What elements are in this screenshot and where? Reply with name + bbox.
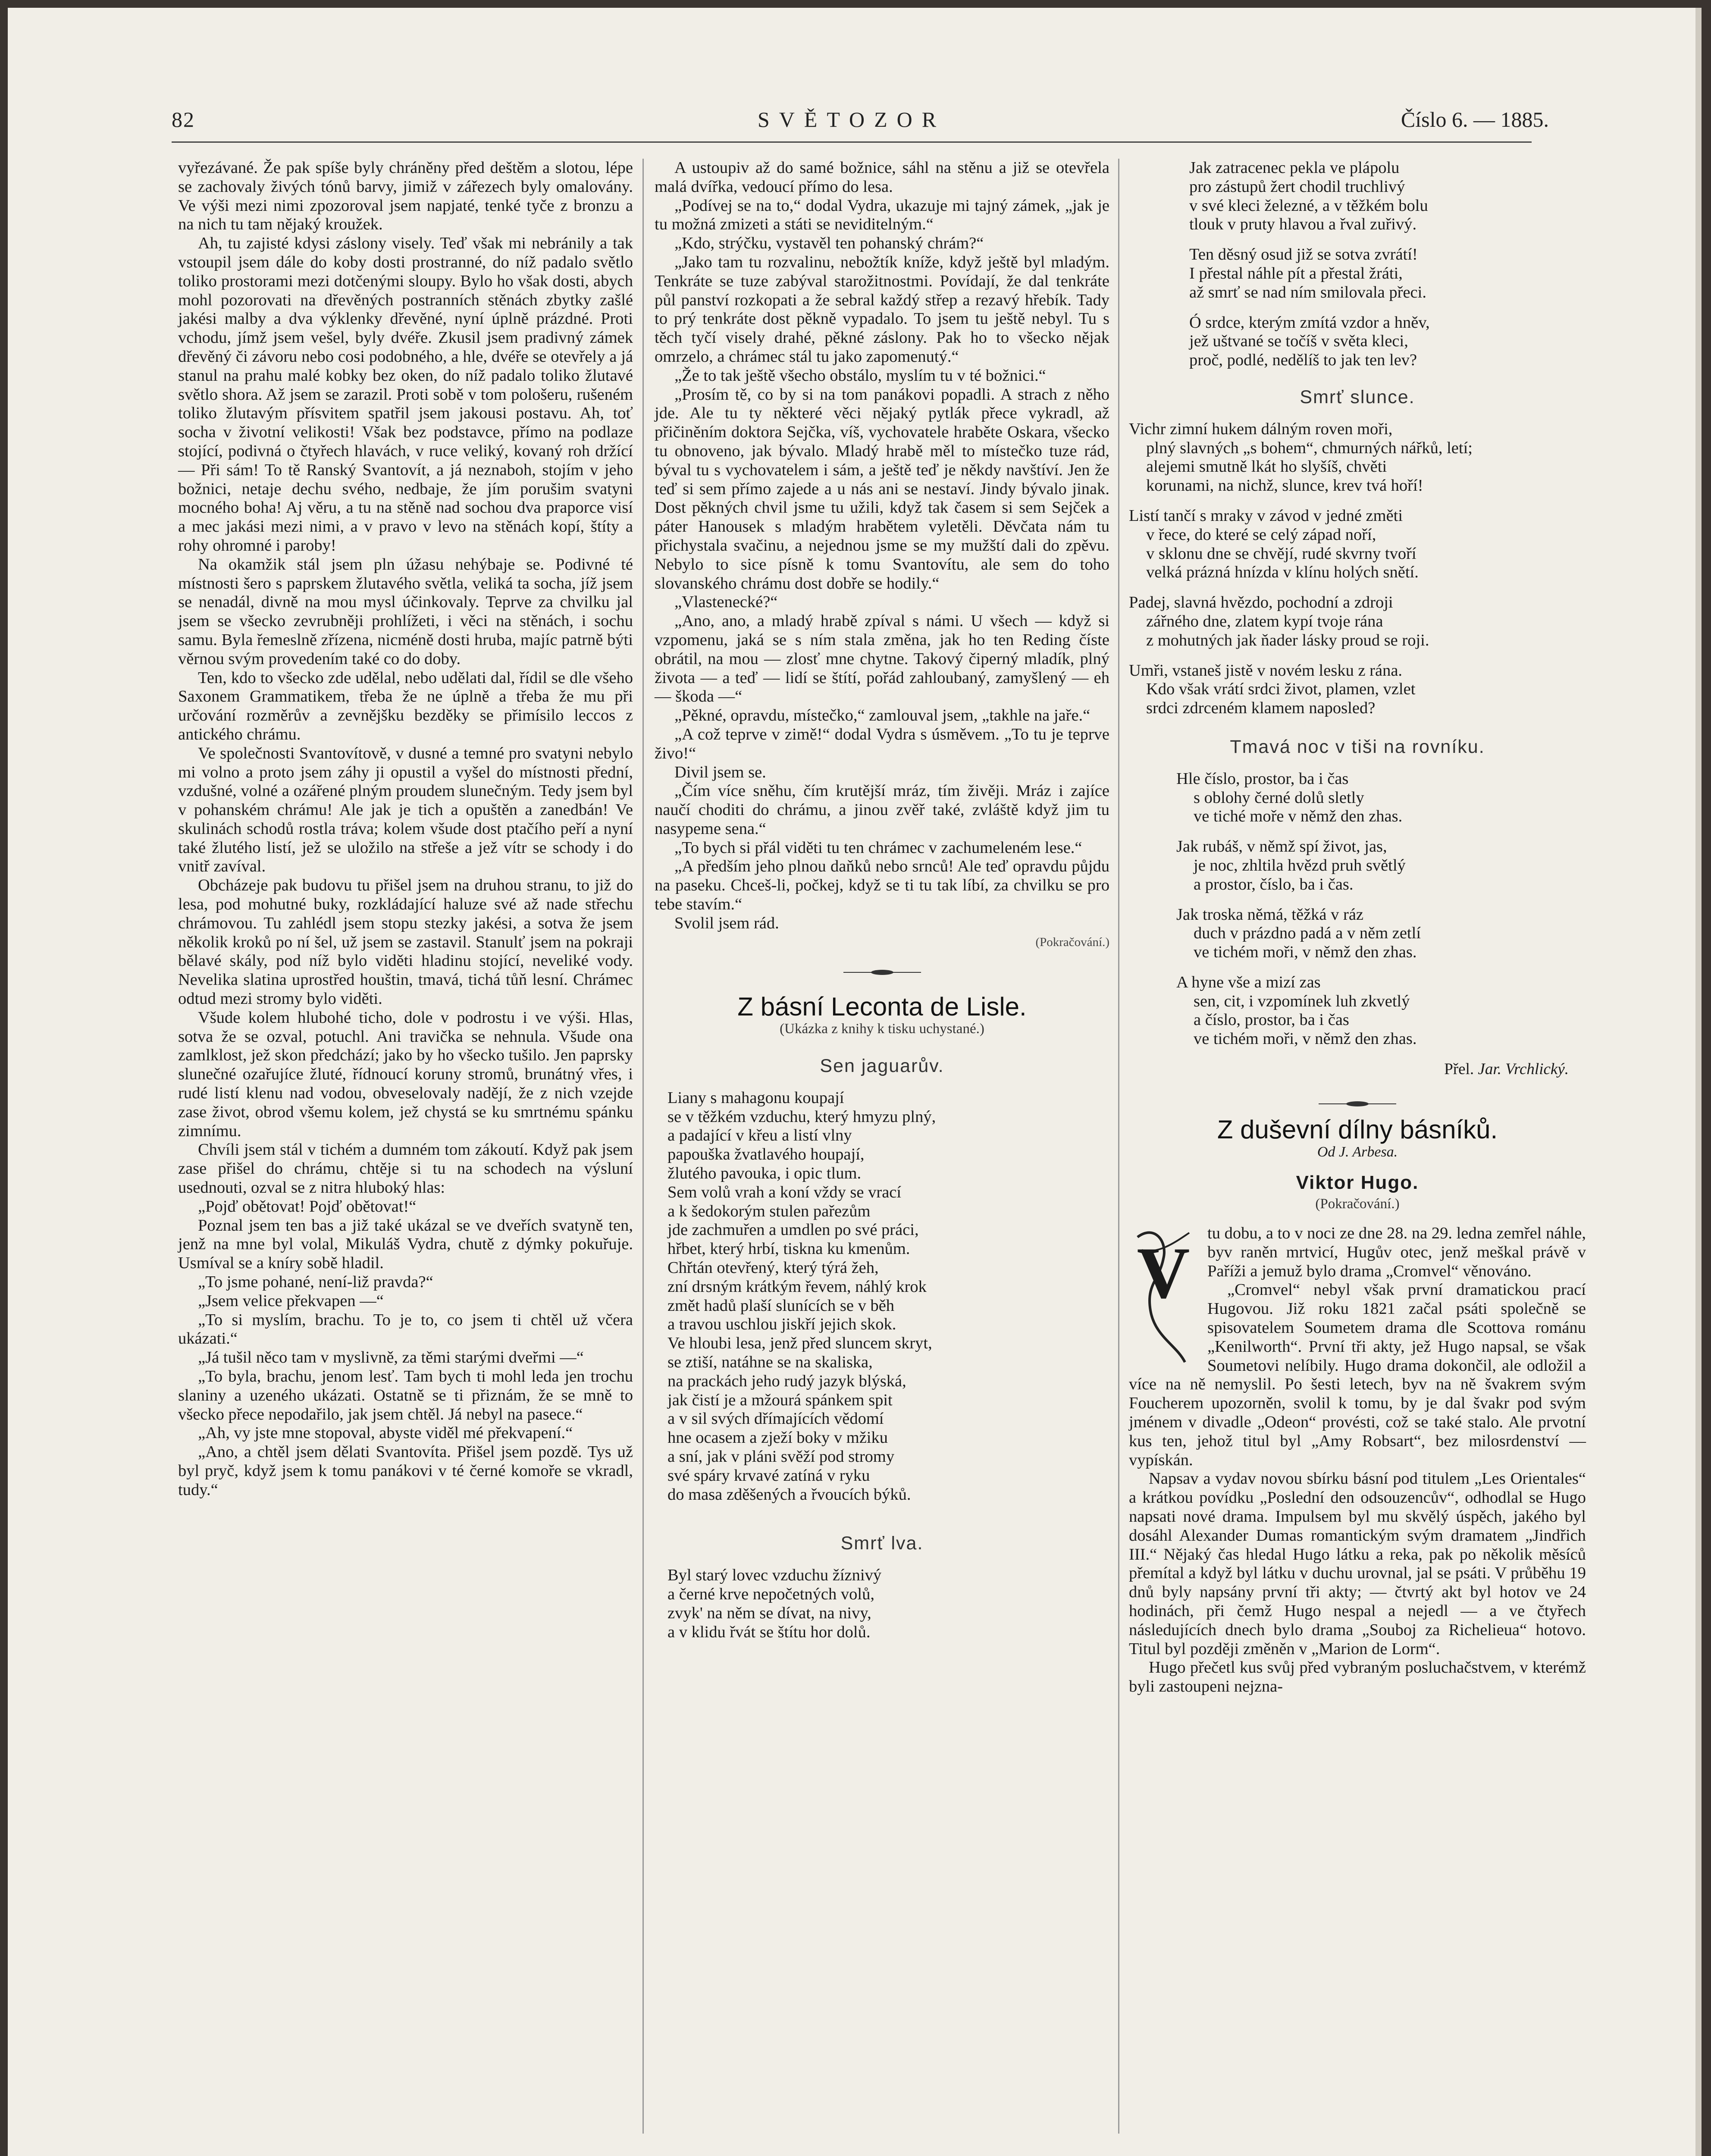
verse-line: jak čistí je a mžourá spánkem spit <box>667 1391 893 1409</box>
poem-stanza <box>1176 906 1586 962</box>
paragraph: „Podívej se na to,“ dodal Vydra, ukazuje mi tajný zámek, „jak je tu možná zmizeti a státi se neviditelným.“ <box>655 196 1109 234</box>
verse-line: se v těžkém vzduchu, který hmyzu plný, <box>667 1107 936 1126</box>
verse-line: z mohutných jak ňader lásky proud se roji. <box>1146 631 1429 649</box>
poem-title-sen-jaguaruv: Sen jaguarův. <box>820 1056 944 1077</box>
paragraph: „Jako tam tu rozvalinu, nebožtík kníže, když ještě byl mladým. Tenkráte se tuze zabýval starožitnostmi. Povídají, že dal tenkráte půl panství rozkopati a že sebral každý střep a rezavý hřebík. Tady to prý tenkráte dost pěkně vypadalo. To jsem tu ještě nebyl. Tu s těch tyčí visely drahé, pěkné záslony. Pak ho to všecko nějak omrzelo, a chrámec stál tu jako zapomenutý.“ <box>655 253 1109 366</box>
paragraph: „Ah, vy jste mne stopoval, abyste viděl mé překvapení.“ <box>198 1424 573 1442</box>
verse-line: proč, podlé, nedělíš to jak ten lev? <box>1189 351 1417 370</box>
paragraph: vyřezávané. Že pak spíše byly chráněny před deštěm a slotou, lépe se zachovaly živých tónů barvy, jimiž v zářezech byly omalovány. Ve výši mezi nimi zpozoroval jsem napjaté, tenké tyče z bronzu a na nich tu tam nějaký kroužek. <box>178 159 633 234</box>
paragraph: Svolil jsem rád. <box>674 914 779 932</box>
paragraph: A ustoupiv až do samé božnice, sáhl na stěnu a již se otevřela malá dvířka, vedoucí přímo do lesa. <box>655 159 1109 196</box>
verse-line: Listí tančí s mraky v závod v jedné změti <box>1129 506 1403 525</box>
ornament-divider-icon <box>1314 1100 1401 1107</box>
verse-line: tlouk v pruty hlavou a řval zuřivý. <box>1189 215 1417 234</box>
translator-name: Jar. Vrchlický. <box>1478 1060 1569 1078</box>
paragraph: „Prosím tě, co by si na tom panákovi popadli. A strach z něho jde. Ale tu ty některé věci nějaký pytlák přece vykradl, až přičiněním doktora Sejčka, víš, vychovatele hraběte Oskara, všecko tu obnoveno, jak bývalo. Mladý hrabě měl to místečko tuze rád, býval tu s vychovatelem i sám, a ještě teď je někdy navštíví. Jen že teď si sem přímo zajede a u nás ani se nestaví. Jindy bývalo jinak. Dost pěkných chvil jsme tu užili, když tak časem si sem Sejček a páter Hanousek s mladým hrabětem vyletěli. Děvčata nám tu přichystala svačinu, a nejednou jsme se my mužští dali do zpěvu. Nebylo to sice písně k tomu Svantovítu, ale sem do toho slovanského chrámu dost dobře se hodily.“ <box>655 385 1109 592</box>
poem-stanza <box>1129 593 1586 650</box>
verse-line: žlutého pavouka, i opic tlum. <box>667 1164 862 1183</box>
verse-line: srdci zdrceném klamem naposled? <box>1146 699 1376 718</box>
verse-line: ve tiché moře v němž den zhas. <box>1194 807 1403 826</box>
verse-line: A hyne vše a mizí zas <box>1176 973 1321 991</box>
poem-smrt-lva <box>655 1566 1109 1642</box>
header-rule <box>172 141 1532 143</box>
translator-signature: Přel. Jar. Vrchlický. <box>1444 1060 1569 1078</box>
paragraph: Chvíli jsem stál v tichém a dumném tom zákoutí. Když pak jsem zase přišel do chrámu, chtěje si tu na schodech na výsluní usednouti, ozval se z nitra hluboký hlas: <box>178 1141 633 1197</box>
paragraph: Divil jsem se. <box>674 763 766 781</box>
verse-line: v své kleci železné, a v těžkém bolu <box>1189 196 1428 215</box>
paragraph: „To bych si přál viděti tu ten chrámec v zachumeleném lese.“ <box>674 838 1082 857</box>
verse-line: Padej, slavná hvězdo, pochodní a zdroji <box>1129 593 1393 612</box>
paragraph: Poznal jsem ten bas a již také ukázal se ve dveřích svatyně ten, jenž na mne byl volal, Mikuláš Vydra, chutě z dýmky pokuřuje. Usmíval se a kníry sobě hladil. <box>178 1216 633 1272</box>
verse-line: Liany s mahagonu koupají <box>667 1088 844 1107</box>
svg-text:V: V <box>1137 1232 1190 1314</box>
verse-line: duch v prázdno padá a v něm zetlí <box>1194 924 1421 943</box>
verse-line: ve tichém moři, v němž den zhas. <box>1194 943 1417 962</box>
verse-line: plný slavných „s bohem“, chmurných nářků, letí; <box>1146 439 1473 457</box>
verse-line: a k šedokorým stulen pařezům <box>667 1202 871 1220</box>
verse-line: a v klidu řvát se štítu hor dolů. <box>667 1623 871 1641</box>
verse-line: zářného dne, zlatem kypí tvoje rána <box>1146 612 1383 630</box>
verse-line: a sní, jak v pláni svěží pod stromy <box>667 1448 895 1466</box>
paragraph: „Čím více sněhu, čím krutější mráz, tím živěji. Mráz i zajíce naučí choditi do chrámu, a jinou zvěř také, zvláště když jim tu nasypeme sena.“ <box>655 782 1109 838</box>
paragraph: tu dobu, a to v noci ze dne 28. na 29. ledna zemřel náhle, byv raněn mrtvicí, Hugův otec, jenž meškal právě v Paříži a jemuž bylo drama „Cromvel“ věnováno. <box>1207 1224 1586 1280</box>
poem-stanza <box>1176 837 1586 894</box>
verse-line: a padající v křeu a listí vlny <box>667 1126 852 1145</box>
journal-title: SVĚTOZOR <box>757 107 946 132</box>
ornament-divider-icon <box>839 969 925 976</box>
paragraph: „To si myslím, brachu. To je to, co jsem ti chtěl už včera ukázati.“ <box>178 1310 633 1348</box>
verse-line: Byl starý lovec vzduchu žíznivý <box>667 1566 882 1585</box>
verse-line: jde zachmuřen a umdlen po své práci, <box>667 1221 919 1239</box>
page-number: 82 <box>172 107 195 132</box>
verse-line: v sklonu dne se chvějí, rudé skvrny tvoří <box>1146 544 1416 563</box>
verse-line: Kdo však vrátí srdci život, plamen, vzlet <box>1146 680 1416 699</box>
verse-line: Ten děsný osud již se sotva zvrátí! <box>1189 245 1418 264</box>
paragraph: Obcházeje pak budovu tu přišel jsem na druhou stranu, to již do lesa, pod mohutné buky, rozkládající haluze své až nade střechu chrámovou. Tu zahlédl jsem stopu stezky jakési, a sotva že jsem několik kroků po ní šel, už jsem se zastavil. Stanulť jsem na pokraji bělavé skály, pod níž bylo viděti hladinu stojící, neveliké vody. Nevelika slatina uprostřed houštin, tmavá, tichá tůň lesní. Chrámec odtud mezi stromy bylo viděti. <box>178 876 633 1008</box>
story-continuation <box>178 159 633 1500</box>
verse-line: zní drsným krátkým řevem, náhlý krok <box>667 1277 927 1296</box>
verse-line: na prackách jeho rudý jazyk blýská, <box>667 1372 906 1390</box>
verse-line: Chřtán otevřený, který týrá žeh, <box>667 1259 879 1277</box>
paragraph: „Kdo, strýčku, vystavěl ten pohanský chrám?“ <box>674 234 984 253</box>
column-3 <box>1129 159 1586 1696</box>
paragraph: Na okamžik stál jsem pln úžasu nehýbaje se. Podivné té místnosti šero s paprskem žlutavého světla, veliká ta socha, jíž jsem se nenadál, divně na mou mysl účinkovaly. Teprve za chvilku jal jsem se všecko zevrubněji prohlížeti, i věci na stěnách, i sochu samu. Byla řemeslně zřízena, nicméně dosti hruba, majíc patrně býti věrnou svým provedením také co do doby. <box>178 555 633 668</box>
column-divider <box>1118 159 1119 2134</box>
verse-line: a travou uschlou jiskří jejich skok. <box>667 1315 896 1334</box>
verse-line: Sem volů vrah a koní vždy se vrací <box>667 1183 902 1201</box>
verse-line: s oblohy černé dolů sletly <box>1194 788 1364 807</box>
poem-title-smrt-lva: Smrť lva. <box>840 1533 924 1554</box>
verse-line: je noc, zhltila hvězd pruh světlý <box>1194 856 1406 874</box>
paragraph: „Vlastenecké?“ <box>674 593 778 611</box>
paragraph: Ah, tu zajisté kdysi záslony visely. Teď však mi nebránily a tak vstoupil jsem dále do koby dosti prostranné, do níž padalo světlo toliko prostorami mezi dotčenými sloupy. Bylo ho však dosti, abych mohl pozorovati na dřevěných postranních stěnách zbytky zašlé jakési malby a dva výklenky dřevěné, nyní úplně prázdné. Proti vchodu, jímž jsem vešel, byly dvéře. Zkusil jsem pradivný zámek dřevěný či závoru nebo cosi podobného, a hle, dvéře se otevřely a já stanul na prahu malé kobky bez oken, do níž padalo toliko žlutavé světlo shora. Až jsem se zarazil. Proti sobě v tom pološeru, rušeném toliko žlutavým přísvitem spatřil jsem jakousi postavu. Ah, toť socha v životní velikosti! Však bez podstavce, přímo na podlaze stojící, podivná o čtyřech hlavách, v ruce veliký, kovaný roh držící — Při sám! To tě Ranský Svantovít, a já neznaboh, stojím v jeho božnici, netaje dechu svého, nedbaje, že jím porušim svatyni mocného boha! Aj věru, a tu na stěně nad sochou dva praporce visí a mec jakási mezi nimi, a v pravo v levo na stěnách kopí, štíty a rohy ohromné i paroby! <box>178 234 633 555</box>
paragraph: „Jsem velice překvapen —“ <box>198 1291 384 1310</box>
verse-line: hřbet, který hrbí, tiskna ku kmenům. <box>667 1240 910 1258</box>
verse-line: hne ocasem a zježí boky v mžiku <box>667 1429 888 1447</box>
subject-title: Viktor Hugo. <box>1296 1172 1419 1194</box>
verse-line: v řece, do které se celý západ noří, <box>1146 525 1376 544</box>
poem-sen-jaguaruv <box>655 1089 1109 1504</box>
poem-stanza <box>1129 159 1586 234</box>
paragraph: „Já tušil něco tam v myslivně, za těmi starými dveřmi —“ <box>198 1348 584 1367</box>
continued-label: (Pokračování.) <box>1035 935 1109 949</box>
verse-line: Jak rubáš, v němž spí život, jas, <box>1176 837 1387 856</box>
verse-line: I přestal náhle pít a přestal žráti, <box>1189 264 1403 282</box>
verse-line: Jak troska němá, těžká v ráz <box>1176 905 1363 924</box>
verse-line: alejemi smutně lkát ho slyšíš, chvěti <box>1146 458 1387 476</box>
column-2 <box>655 159 1109 1642</box>
paragraph: „Pěkné, opravdu, místečko,“ zamlouval jsem, „takhle na jaře.“ <box>674 706 1091 725</box>
paragraph: Hugo přečetl kus svůj před vybraným posluchačstvem, v kterémž byli zastoupeni nejzna- <box>1129 1658 1586 1696</box>
paragraph: Napsav a vydav novou sbírku básní pod titulem „Les Orientales“ a krátkou povídku „Poslední den odsouzencův“, odhodlal se Hugo napsati nové drama. Impulsem byl mu skvělý úspěch, jakého byl dosáhl Alexander Dumas romantickým svým dramatem „Jindřich III.“ Nějaký čas hledal Hugo látku a reka, pak po několik měsíců přemítal a když byl látku v duchu urovnal, jal se psáti. V průběhu 19 dnů byly napsány první tři akty; — čtvrtý akt byl hotov ve 24 hodinách, při čemž Hugo nespal a nejedl — a ve čtyřech následujících dnech bylo drama „Souboj za Richelieua“ hotovo. Titul byl později změněn v „Marion de Lorm“. <box>1129 1470 1586 1658</box>
poem-tmava-noc <box>1129 770 1586 1049</box>
column-1 <box>178 159 633 1500</box>
verse-line: Umři, vstaneš jistě v novém lesku z rána. <box>1129 661 1403 680</box>
verse-line: až smrť se nad ním smilovala přeci. <box>1189 283 1426 301</box>
paragraph: „A což teprve v zimě!“ dodal Vydra s úsměvem. „To tu je teprve živo!“ <box>655 725 1109 762</box>
article-body <box>1129 1224 1586 1696</box>
poem-stanza <box>1129 420 1586 495</box>
verse-line: korunami, na nichž, slunce, krev tvá hoří! <box>1146 476 1423 495</box>
poem-stanza <box>1129 313 1586 370</box>
verse-line: do masa zděšených a řvoucích býků. <box>667 1485 911 1504</box>
verse-line: Ve hloubi lesa, jenž před sluncem skryt, <box>667 1334 932 1353</box>
verse-line: zvyk' na něm se dívat, na nivy, <box>667 1604 871 1622</box>
page-header <box>154 107 1549 141</box>
verse-line: změt hadů plaší slunících se v běh <box>667 1296 895 1315</box>
paragraph: „Cromvel“ nebyl však první dramatickou prací Hugovou. Již roku 1821 začal psáti společně se spisovatelem Soumetem drama dle Scottova románu „Kenilworth“. První tři akty, jež Hugo napsal, se však Soumetovi nelíbily. Hugo drama dokončil, ale odložil a více na ně nemyslil. Po šesti letech, byv na ně švakrem svým Foucherem upozorněn, svolil k tomu, by je dal švakr pod svým jménem v divadle „Odeon“ provésti, což se také stalo. Ale prvotní kus ten, jehož titul byl „Amy Robsart“, bez milosrdenství — vypískán. <box>1129 1281 1586 1469</box>
verse-line: Vichr zimní hukem dálným roven moři, <box>1129 420 1393 438</box>
issue-label: Číslo 6. — 1885. <box>1401 107 1549 132</box>
paragraph: „To byla, brachu, jenom lesť. Tam bych ti mohl leda jen trochu slaniny a uzeného ukázati. Ostatně se ti přiznám, že se mně to všecko přece nepodařilo, jak jsem chtěl. Já nebyl na pasece.“ <box>178 1367 633 1423</box>
verse-line: Jak zatracenec pekla ve plápolu <box>1189 159 1400 177</box>
verse-line: Ó srdce, kterým zmítá vzdor a hněv, <box>1189 313 1430 332</box>
poem-stanza <box>1129 245 1586 302</box>
verse-line: a v sil svých dřímajících vědomí <box>667 1410 884 1428</box>
column-divider <box>642 159 644 2134</box>
paragraph: „Ano, a chtěl jsem dělati Svantovíta. Přišel jsem pozdě. Tys už byl pryč, když jsem k tomu panákovi v té černé komoře se vkradl, tudy.“ <box>178 1443 633 1499</box>
article-title: Z duševní dílny básníků. <box>1217 1115 1498 1144</box>
poem-title-smrt-slunce: Smrť slunce. <box>1300 386 1415 407</box>
poem-stanza <box>1176 770 1586 826</box>
verse-line: pro zástupů žert chodil truchlivý <box>1189 177 1405 196</box>
poem-stanza <box>1176 973 1586 1049</box>
verse-line: papouška žvatlavého houpají, <box>667 1145 865 1164</box>
paragraph: „To jsme pohané, není-liž pravda?“ <box>198 1273 433 1291</box>
verse-line: a černé krve nepočetných volů, <box>667 1585 874 1603</box>
paragraph: Ten, kdo to všecko zde udělal, nebo udělati dal, řídil se dle všeho Saxonem Grammatikem, třeba že ne úplně a třeba že mu při určování rozměrův a zevnějšku bezděky se přimísilo leccos z antického chrámu. <box>178 668 633 743</box>
verse-line: a číslo, prostor, ba i čas <box>1194 1011 1349 1029</box>
verse-line: ve tichém moři, v němž den zhas. <box>1194 1030 1417 1048</box>
verse-line: se ztiší, natáhne se na skaliska, <box>667 1353 873 1372</box>
article-byline: Od J. Arbesa. <box>1317 1144 1398 1160</box>
paragraph: Všude kolem hlubohé ticho, dole v podrostu i ve výši. Hlas, sotva že se ozval, potuchl. Ani travička se nehnula. Všude ona zamlklost, jež skon předchází; jako by ho všecko tušilo. Jen paprsky slunečné ozařujíce žluté, řídnoucí koruny stromů, brunátný vřes, i rudé listí klenu nad vodou, obveselovaly nadějí, že z nich vzejde zase život, obrod všemu kolem, jež chystá se ku smrtnému spánku zimnímu. <box>178 1008 633 1140</box>
paragraph: „Pojď obětovat! Pojď obětovat!“ <box>198 1197 417 1216</box>
newspaper-page <box>8 8 1702 2156</box>
subject-subtitle: (Pokračování.) <box>1315 1196 1400 1212</box>
verse-line: a prostor, číslo, ba i čas. <box>1194 875 1354 893</box>
poem-stanza <box>1129 661 1586 718</box>
paragraph: „Že to tak ještě všecho obstálo, myslím tu v té božnici.“ <box>674 366 1046 385</box>
story-continuation-end <box>655 159 1109 933</box>
paragraph: „A předším jeho plnou daňků nebo srnců! Ale teď opravdu půjdu na paseku. Chceš-li, počkej, když se ti tu tak líbí, za chvilku se pro tebe stavím.“ <box>655 857 1109 914</box>
poem-smrt-slunce <box>1129 420 1586 718</box>
verse-line: své spáry krvavé zatíná v ryku <box>667 1466 870 1485</box>
verse-line: velká prázná hnízda v klínu holých snětí. <box>1146 563 1419 582</box>
verse-line: jež uštvané se točíš v světa kleci, <box>1189 332 1408 351</box>
poem-title-tmava-noc: Tmavá noc v tiši na rovníku. <box>1230 736 1485 757</box>
verse-line: sen, cit, i vzpomínek luh zkvetlý <box>1194 992 1410 1010</box>
paragraph: „Ano, ano, a mladý hrabě zpíval s námi. U všech — když si vzpomenu, jaká se s ním stala změna, jak ho ten Reding číste obrátil, na mou — zlosť mne chytne. Takový čiperný mladík, plný života — a teď — lidí se štítí, pořád zahloubaný, zamyšlený — eh — škoda —“ <box>655 612 1109 706</box>
section-subtitle: (Ukázka z knihy k tisku uchystané.) <box>780 1021 984 1037</box>
paragraph: Ve společnosti Svantovítově, v dusné a temné pro svatyni nebylo mi volno a proto jsem záhy ji opustil a vyšel do místnosti přední, vzdušné, volné a ozářené plným proudem slunečným. Tedy jsem byl v pohanském chrámu! Ale jak je tich a opuštěn a zanedbán! Ve skulinách schodů rostla tráva; kolem všude dost ptačího peří a nyní také žlutého listí, jež se uložilo na střeše a jež vítr se schody i do vnitř zavíval. <box>178 744 633 876</box>
poem-stanza <box>1129 507 1586 582</box>
section-title: Z básní Leconta de Lisle. <box>737 992 1027 1022</box>
verse-line: Hle číslo, prostor, ba i čas <box>1176 769 1349 788</box>
ornamental-initial-icon <box>1129 1224 1198 1366</box>
